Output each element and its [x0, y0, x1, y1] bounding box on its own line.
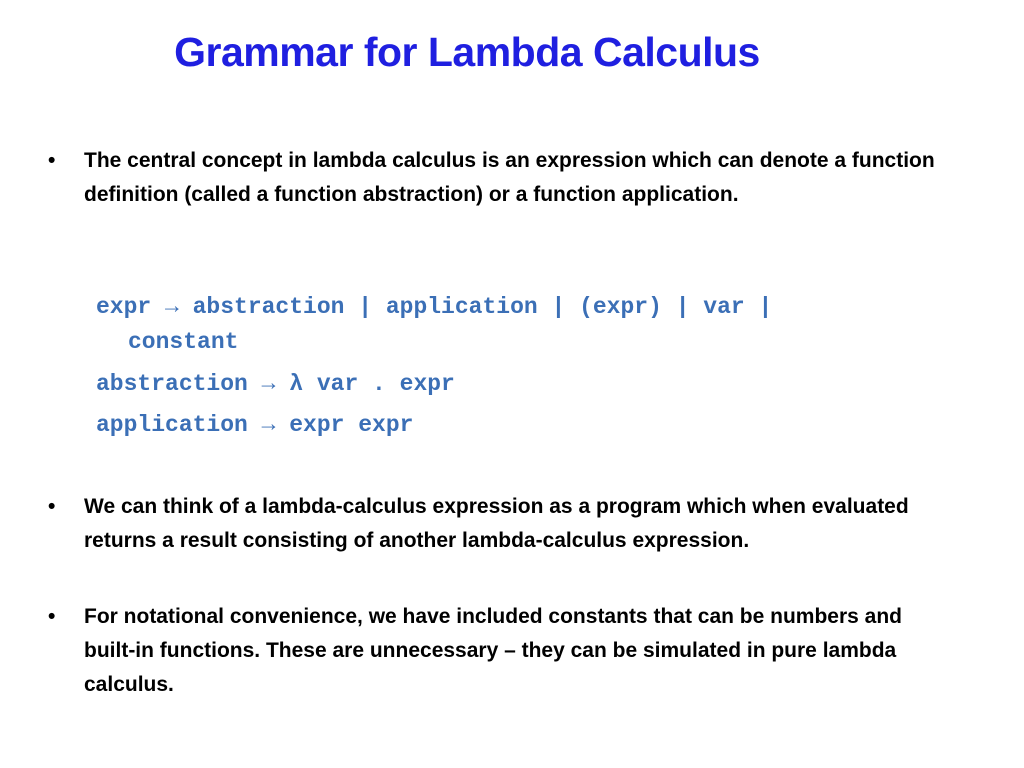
bullet-marker: • — [48, 605, 56, 628]
grammar-rule-abstraction: abstraction → λ var . expr — [96, 371, 455, 397]
grammar-rule-application: application → expr expr — [96, 412, 414, 438]
grammar-rule-expr-continuation: constant — [128, 329, 239, 355]
bullet-marker: • — [48, 149, 56, 172]
bullet-item-3 — [48, 600, 944, 702]
bullet-item-1 — [48, 144, 964, 212]
bullet-item-2 — [48, 490, 944, 558]
grammar-rule-expr: expr → abstraction | application | (expr) | var | — [96, 294, 773, 320]
bullet-text: For notational convenience, we have included constants that can be numbers and built-in functions. These are unnecessary – they can be simulated in pure lambda calculus. — [84, 605, 902, 696]
slide-title: Grammar for Lambda Calculus — [174, 29, 760, 75]
bullet-text: The central concept in lambda calculus is an expression which can denote a function definition (called a function abstraction) or a function application. — [84, 149, 935, 206]
bullet-marker: • — [48, 495, 56, 518]
bullet-text: We can think of a lambda-calculus expression as a program which when evaluated returns a result consisting of another lambda-calculus expression. — [84, 495, 909, 552]
